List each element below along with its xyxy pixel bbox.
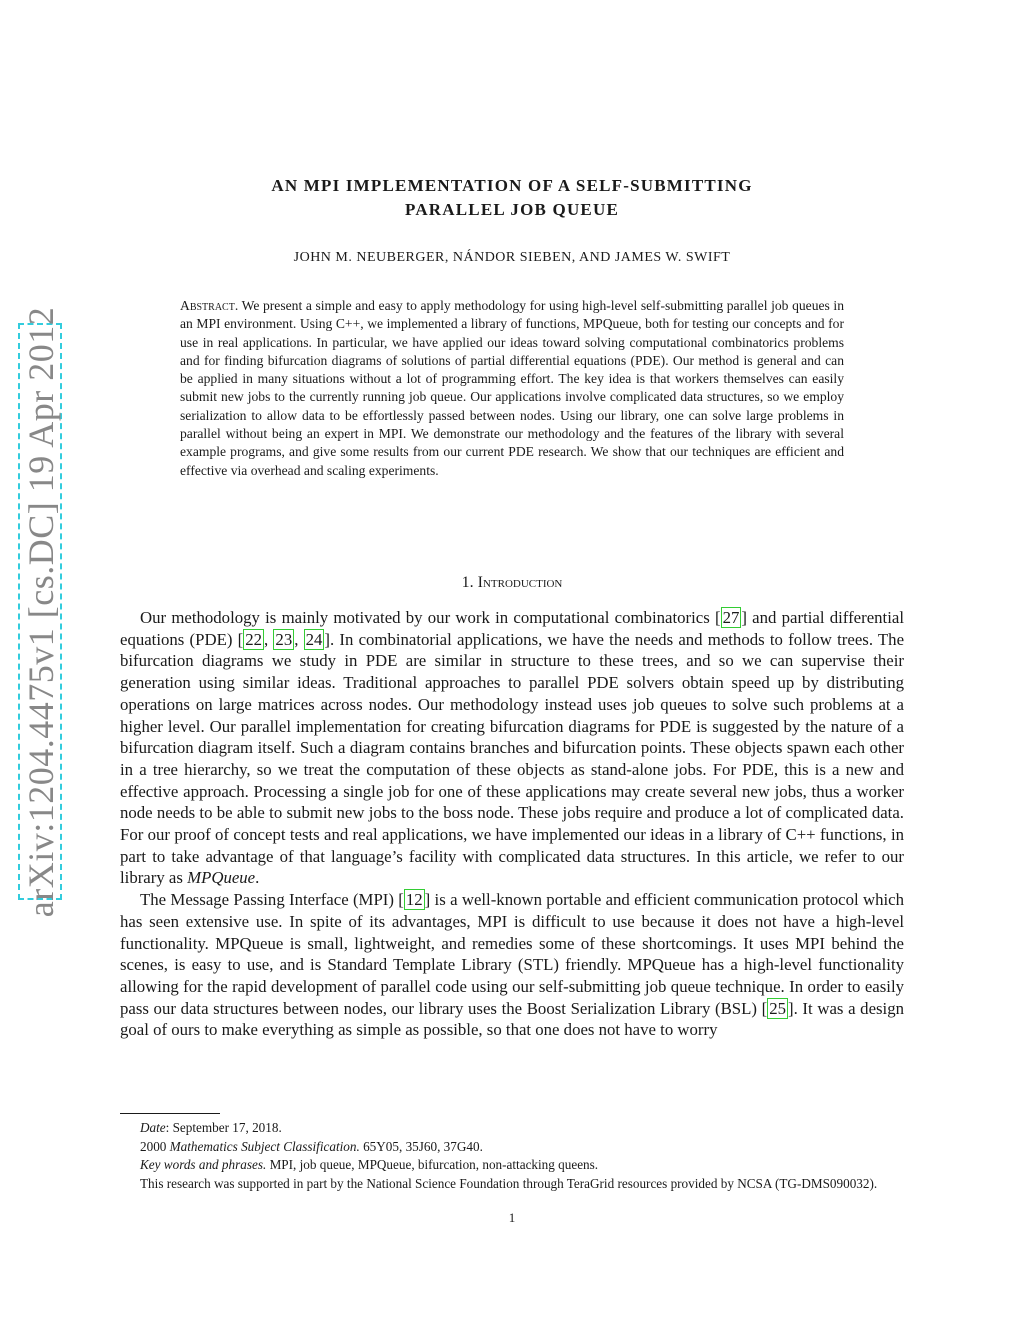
footnote-keywords [120, 1156, 904, 1175]
citation-link[interactable]: 27 [722, 608, 740, 627]
abstract-text: We present a simple and easy to apply methodology for using high-level self-submitting parallel job queues in an MPI environment. Using C++, we implemented a library of functions, MPQueue, both for testing our concepts and for use in real applications. In particular, we have applied our ideas toward solving computational combinatorics problems and for finding bifurcation diagrams of solutions of partial differential equations (PDE). Our method is general and can be applied in many situations without a lot of programming effort. The key idea is that workers themselves can easily submit new jobs to the currently running job queue. Our applications involve complicated data structures, so we employ serialization to allow data to be effortlessly passed between nodes. Using our library, one can solve large problems in parallel without being an expert in MPI. We demonstrate our methodology and the features of the library with several example programs, and give some results from our current PDE research. We show that our techniques are efficient and effective via overhead and scaling experiments. [180, 298, 844, 478]
paragraph-1: Our methodology is mainly motivated by our work in computational combinatorics [ 27 ] and partial differential equations (PDE) [ 22 , 23 , 24 ]. In combinatorial applications, we have the needs and methods to follow trees. The bifurcation diagrams we study in PDE are similar in structure to these trees, and so we can supervise their generation using similar ideas. Traditional approaches to parallel PDE solvers obtain speed up by distributing operations on large matrices across nodes. Our methodology instead uses job queues to solve such problems at a higher level. Our parallel implementation for creating bifurcation diagrams for PDE is suggested by the nature of a bifurcation diagram itself. Such a diagram contains branches and bifurcation points. These objects spawn each other in a tree hierarchy, so we treat the computation of these objects as stand-alone jobs. For PDE, this is a new and effective approach. Processing a single job for one of these applications may create several new jobs, thus a worker node needs to be able to submit new jobs to the boss node. These jobs require and produce a lot of complicated data. For our proof of concept tests and real applications, we have implemented our ideas in a library of C++ functions, in part to take advantage of that language’s facility with complicated data structures. In this article, we refer to our library as MPQueue. [120, 608, 905, 888]
arxiv-identifier[interactable]: arXiv:1204.4475v1 [cs.DC] 19 Apr 2012 [21, 306, 61, 918]
msc-prefix: 2000 [140, 1138, 170, 1154]
abstract [180, 297, 844, 480]
title-line-2: PARALLEL JOB QUEUE [405, 200, 619, 219]
citation-link[interactable]: 23 [275, 629, 293, 649]
p2-text-b: is a well-known portable and efficient communication protocol which has seen extensive use. In spite of its advantages, MPI is difficult to use because it does not have a high-level functionality. MPQueue is small, lightweight, and remedies some of these shortcomings. It uses MPI behind the scenes, is easy to use, and is Standard Template Library (STL) friendly. MPQueue has a high-level functionality allowing for the rapid development of parallel code using our self-submitting job queue technique. In order to easily pass our data structures between nodes, our library uses the Boost Serialization Library (BSL) [120, 890, 904, 1018]
citation-separator: , [264, 629, 274, 649]
p1-text-c: ]. In combinatorial applications, we have the needs and methods to follow trees. The bifurcation diagrams we study in PDE are similar in structure to these trees, and so we can supervise their generation using similar ideas. Traditional approaches to parallel PDE solvers obtain speed up by distributing operations on large matrices across nodes. Our methodology instead uses job queues to solve such problems at a higher level. Our parallel implementation for creating bifurcation diagrams for PDE is suggested by the nature of a bifurcation diagram itself. Such a diagram contains branches and bifurcation points. These objects spawn each other in a tree hierarchy, so we treat the computation of these objects as stand-alone jobs. For PDE, this is a new and effective approach. Processing a single job for one of these applications may create several new jobs, thus a worker node needs to be able to submit new jobs to the boss node. These jobs require and produce a lot of complicated data. For our proof of concept tests and real applications, we have implemented our ideas in a library of C++ functions, in part to take advantage of that language’s facility with complicated data structures. In this article, we refer to our library as [120, 629, 905, 888]
p1-text-a: Our methodology is mainly motivated by our work in computational combinatorics [140, 608, 715, 627]
footnotes [120, 1119, 904, 1193]
citation-separator: , [294, 629, 304, 649]
abstract-label: Abstract. [180, 298, 239, 313]
paragraph-2: The Message Passing Interface (MPI) [ 12 ] is a well-known portable and efficient communication protocol which has seen extensive use. In spite of its advantages, MPI is difficult to use because it does not have a high-level functionality. MPQueue is small, lightweight, and remedies some of these shortcomings. It uses MPI behind the scenes, is easy to use, and is Standard Template Library (STL) friendly. MPQueue has a high-level functionality allowing for the rapid development of parallel code using our self-submitting job queue technique. In order to easily pass our data structures between nodes, our library uses the Boost Serialization Library (BSL) [ 25 ]. It was a design goal of ours to make everything as simple as possible, so that one does not have to worry [120, 890, 904, 1040]
footnote-date [120, 1119, 904, 1138]
title-line-1: AN MPI IMPLEMENTATION OF A SELF-SUBMITTING [271, 176, 753, 195]
library-name: MPQueue [187, 868, 256, 888]
citation-link[interactable]: 24 [305, 629, 323, 649]
p2-text-a: The Message Passing Interface (MPI) [140, 890, 399, 910]
citation-link[interactable]: 25 [769, 998, 786, 1018]
date-value: : September 17, 2018. [165, 1120, 282, 1135]
p1-text-b: and partial differential equations (PDE) [ [120, 608, 904, 649]
section-title: Introduction [477, 574, 563, 591]
footnote-funding: This research was supported in part by the National Science Foundation through TeraGrid resources provided by NCSA (TG-DMS090032). [140, 1175, 878, 1191]
paper-title [120, 174, 904, 222]
author-list: JOHN M. NEUBERGER, NÁNDOR SIEBEN, AND JAMES W. SWIFT [293, 250, 731, 265]
keywords-value: MPI, job queue, MPQueue, bifurcation, non-attacking queens. [266, 1157, 599, 1172]
citation-link[interactable]: 12 [405, 890, 423, 910]
msc-label: Mathematics Subject Classification. [169, 1138, 360, 1154]
footnote-rule [120, 1113, 220, 1114]
p1-text-end: . [255, 868, 260, 888]
footnote-msc [120, 1138, 904, 1157]
section-heading [120, 574, 904, 592]
keywords-label: Key words and phrases. [140, 1157, 267, 1172]
body-text [120, 607, 904, 1041]
msc-value: 65Y05, 35J60, 37G40. [359, 1138, 483, 1154]
date-label: Date [140, 1120, 166, 1135]
page-number: 1 [508, 1210, 516, 1225]
citation-link[interactable]: 22 [245, 629, 262, 649]
section-number: 1. [461, 574, 474, 591]
p2-text-c: . It was a design goal of ours to make everything as simple as possible, so that one does not have to worry [120, 998, 904, 1040]
